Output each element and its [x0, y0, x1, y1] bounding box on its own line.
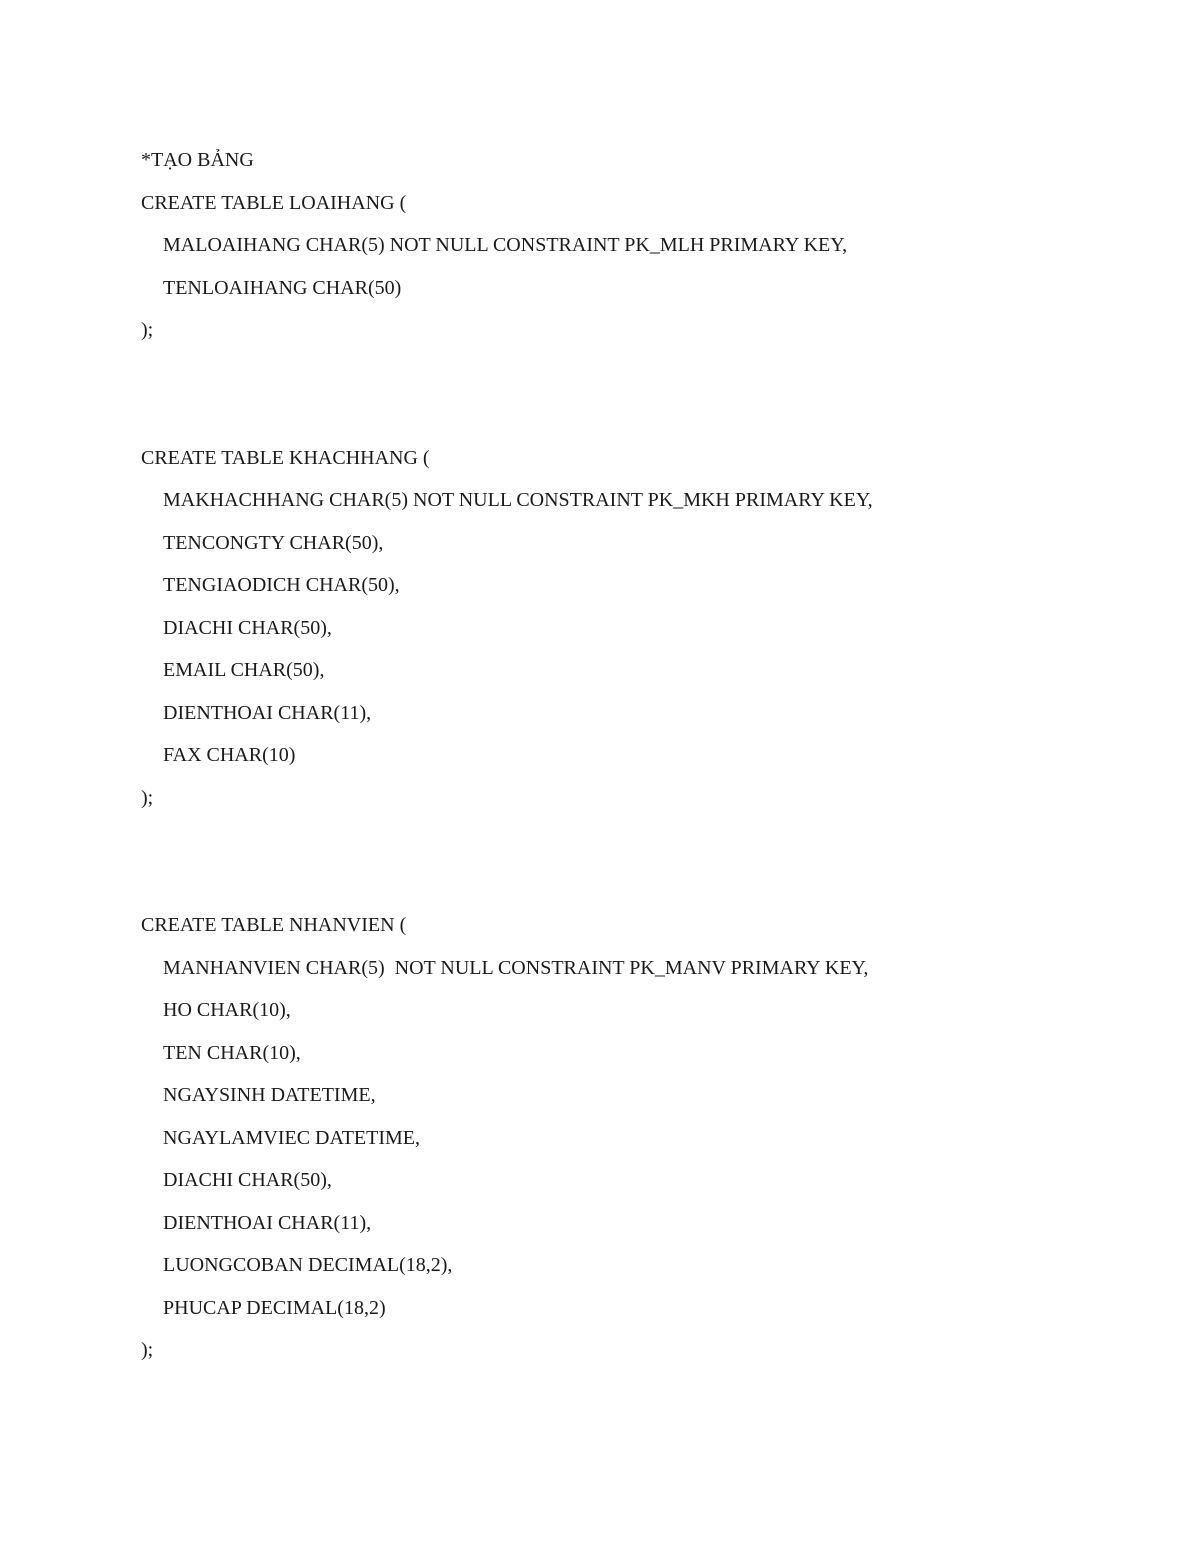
- blank-line: [141, 394, 1101, 437]
- statement-close: );: [141, 319, 154, 341]
- column-definition: NGAYLAMVIEC DATETIME,: [163, 1126, 421, 1149]
- create-table-block-nhanvien: [141, 904, 1101, 1372]
- column-definition: LUONGCOBAN DECIMAL(18,2),: [163, 1254, 453, 1276]
- statement-close: );: [141, 1339, 154, 1361]
- blank-line: [141, 819, 1101, 862]
- column-definition: DIENTHOAI CHAR(11),: [163, 701, 372, 724]
- statement-close: );: [141, 786, 154, 809]
- column-definition: DIACHI CHAR(50),: [163, 1169, 332, 1191]
- column-definition: EMAIL CHAR(50),: [163, 659, 325, 681]
- column-definition: DIACHI CHAR(50),: [163, 616, 332, 639]
- column-definition: TENLOAIHANG CHAR(50): [163, 276, 402, 299]
- column-definition: TENGIAODICH CHAR(50),: [163, 574, 400, 596]
- blank-line: [141, 352, 1101, 395]
- section-heading: *TẠO BẢNG: [141, 149, 254, 171]
- create-table-block-loaihang: [141, 182, 1101, 352]
- column-definition: NGAYSINH DATETIME,: [163, 1084, 376, 1106]
- column-definition: TENCONGTY CHAR(50),: [163, 531, 384, 554]
- document-body: [141, 139, 1101, 1372]
- column-definition: PHUCAP DECIMAL(18,2): [163, 1296, 386, 1319]
- column-definition: TEN CHAR(10),: [163, 1041, 301, 1064]
- create-table-statement: CREATE TABLE NHANVIEN (: [141, 914, 407, 936]
- column-definition: MALOAIHANG CHAR(5) NOT NULL CONSTRAINT PK_MLH PRIMARY KEY,: [163, 234, 848, 256]
- create-table-block-khachhang: [141, 437, 1101, 820]
- column-definition: DIENTHOAI CHAR(11),: [163, 1211, 372, 1234]
- column-definition: FAX CHAR(10): [163, 744, 296, 766]
- blank-line: [141, 862, 1101, 905]
- create-table-statement: CREATE TABLE KHACHHANG (: [141, 446, 430, 469]
- column-definition: MANHANVIEN CHAR(5) NOT NULL CONSTRAINT PK_MANV PRIMARY KEY,: [163, 956, 869, 979]
- column-definition: MAKHACHHANG CHAR(5) NOT NULL CONSTRAINT PK_MKH PRIMARY KEY,: [163, 489, 873, 511]
- create-table-statement: CREATE TABLE LOAIHANG (: [141, 191, 407, 214]
- column-definition: HO CHAR(10),: [163, 999, 291, 1021]
